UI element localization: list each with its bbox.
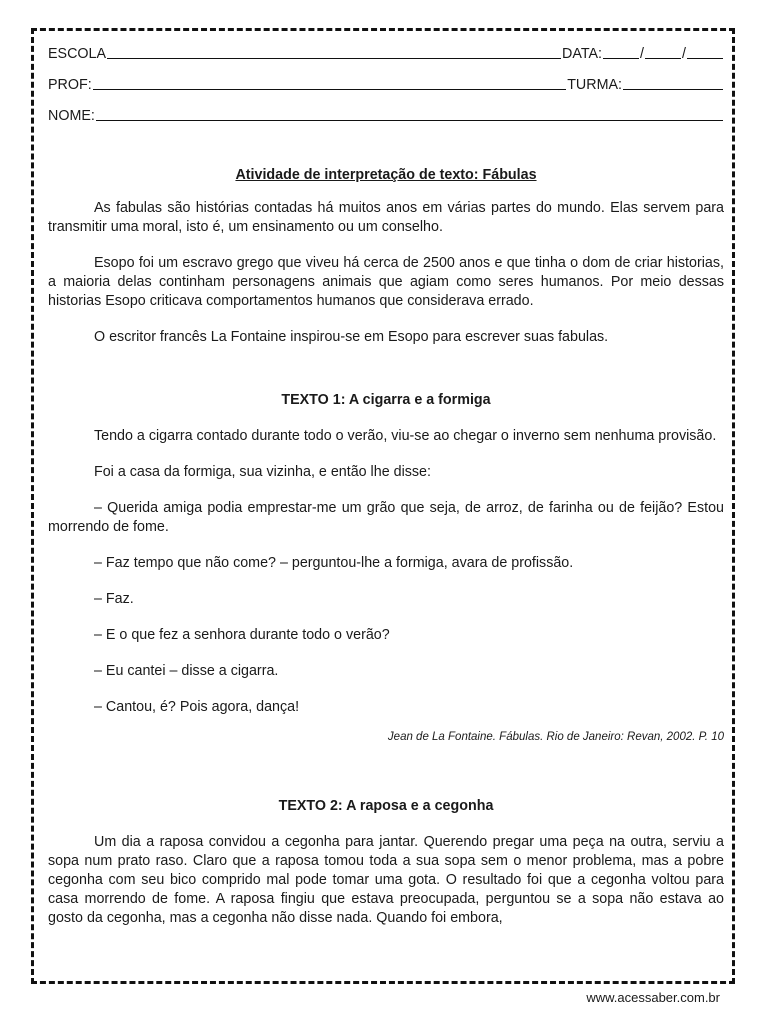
- texto1-paragraph: Foi a casa da formiga, sua vizinha, e então lhe disse:: [94, 464, 431, 480]
- texto1-paragraph: – Querida amiga podia emprestar-me um grão que seja, de arroz, de farinha ou de feijão? Estou morrendo de fome.: [48, 500, 724, 535]
- nome-line: [48, 107, 724, 126]
- date-separator-2: /: [682, 46, 686, 62]
- date-year-field[interactable]: [687, 45, 723, 59]
- worksheet-border: [31, 28, 735, 984]
- prof-field[interactable]: [93, 76, 567, 90]
- page-title: Atividade de interpretação de texto: Fábulas: [235, 167, 537, 183]
- nome-field[interactable]: [96, 107, 723, 121]
- turma-field[interactable]: [623, 76, 723, 90]
- intro-paragraph: Esopo foi um escravo grego que viveu há cerca de 2500 anos e que tinha o dom de criar historias, a maioria delas continham personagens animais que agiam como seres humanos. Por meio dessas historias Esopo criticava comportamentos humanos que considerava errado.: [48, 255, 724, 309]
- texto1-paragraph: – E o que fez a senhora durante todo o verão?: [94, 627, 390, 643]
- date-separator-1: /: [640, 46, 645, 62]
- date-month-field[interactable]: [645, 45, 681, 59]
- date-day-field[interactable]: [603, 45, 639, 59]
- nome-label: NOME:: [48, 108, 95, 124]
- escola-line: [48, 45, 724, 64]
- data-label: DATA:: [562, 46, 603, 62]
- texto2-title: TEXTO 2: A raposa e a cegonha: [278, 798, 494, 814]
- texto1-paragraph: – Cantou, é? Pois agora, dança!: [94, 699, 300, 715]
- escola-label: ESCOLA: [48, 46, 107, 62]
- texto1-title: TEXTO 1: A cigarra e a formiga: [281, 392, 491, 408]
- texto1-citation: Jean de La Fontaine. Fábulas. Rio de Janeiro: Revan, 2002. P. 10: [387, 731, 724, 743]
- footer-website: www.acessaber.com.br: [586, 990, 720, 1005]
- texto1-paragraph: – Faz tempo que não come? – perguntou-lhe a formiga, avara de profissão.: [94, 555, 574, 571]
- intro-paragraph: O escritor francês La Fontaine inspirou-se em Esopo para escrever suas fabulas.: [94, 329, 609, 345]
- texto1-paragraph: Tendo a cigarra contado durante todo o verão, viu-se ao chegar o inverno sem nenhuma provisão.: [94, 428, 717, 444]
- escola-field[interactable]: [107, 45, 561, 59]
- prof-line: [48, 76, 724, 95]
- worksheet-content: [48, 45, 724, 945]
- intro-paragraph: As fabulas são histórias contadas há muitos anos em várias partes do mundo. Elas servem para transmitir uma moral, isto é, um ensinamento ou um conselho.: [48, 200, 724, 235]
- texto1-paragraph: – Faz.: [94, 591, 134, 607]
- prof-label: PROF:: [48, 77, 92, 93]
- texto1-paragraph: – Eu cantei – disse a cigarra.: [94, 663, 279, 679]
- texto2-paragraph: Um dia a raposa convidou a cegonha para jantar. Querendo pregar uma peça na outra, serviu a sopa num prato raso. Claro que a raposa tomou toda a sua sopa sem o menor problema, mas a pobre cegonha com seu bico comprido mal pode tomar uma gota. O resultado foi que a cegonha voltou para casa morrendo de fome. A raposa fingiu que estava preocupada, perguntou se a sopa não estava ao gosto da cegonha, mas a cegonha não disse nada. Quando foi embora,: [48, 834, 724, 926]
- turma-label: TURMA:: [567, 77, 622, 93]
